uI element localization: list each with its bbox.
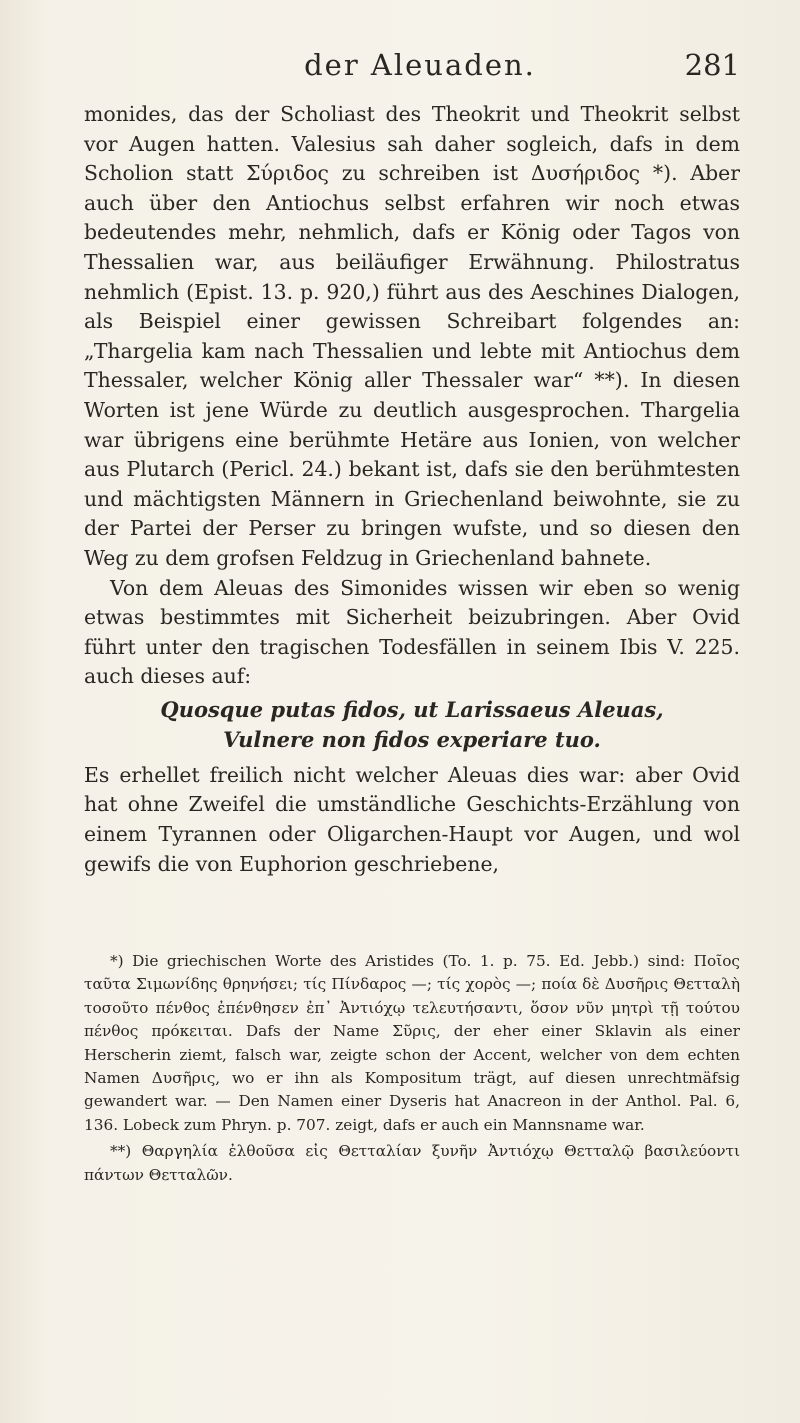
page-number: 281 bbox=[684, 48, 740, 82]
paragraph-2: Von dem Aleuas des Simonides wissen wir eben so wenig etwas bestimmtes mit Sicherheit beizubringen. Aber Ovid führt unter den tragischen Todesfällen in seinem Ibis V. 225. auch dieses auf: bbox=[84, 575, 740, 689]
verse-quotation bbox=[84, 695, 740, 755]
footnote-1: *) Die griechischen Worte des Aristides (To. 1. p. 75. Ed. Jebb.) sind: Ποῖος ταῦτα Σιμωνίδης θρηνήσει; τίς Πίνδαρος —; τίς χορὸς —; ποία δὲ Δυσῆρις Θετταλὴ τοσοῦτο πένθος ἐπένθησεν ἐπ᾽ Ἀντιόχῳ τελευτήσαντι, ὅσον νῦν μητρὶ τῇ τούτου πένθος πρόκειται. Dafs der Name Σῦρις, der eher einer Sklavin als einer Herscherin ziemt, falsch war, zeigte schon der Accent, welcher von dem echten Namen Δυσῆρις, wo er ihn als Kompositum trägt, auf diesen unrechtmäfsig gewandert war. — Den Namen einer Dyseris hat Anacreon in der Anthol. Pal. 6, 136. Lobeck zum Phryn. p. 707. zeigt, dafs er auch ein Mannsname war. bbox=[84, 952, 740, 1134]
paragraph-1: monides, das der Scholiast des Theokrit und Theokrit selbst vor Augen hatten. Valesius sah daher sogleich, dafs in dem Scholion statt Σύριδος zu schreiben ist Δυσήριδος *). Aber auch über den Antiochus selbst erfahren wir noch etwas bedeutendes mehr, nehmlich, dafs er König oder Tagos von Thessalien war, aus beiläufiger Erwähnung. Philostratus nehmlich (Epist. 13. p. 920,) führt aus des Aeschines Dialogen, als Beispiel einer gewissen Schreibart folgendes an: „Thargelia kam nach Thessalien und lebte mit Antiochus dem Thessaler, welcher König aller Thessaler war“ **). In diesen Worten ist jene Würde zu deutlich ausgesprochen. Thargelia war übrigens eine berühmte Hetäre aus Ionien, von welcher aus Plutarch (Pericl. 24.) bekant ist, dafs sie den berühmtesten und mächtigsten Männern in Griechenland beiwohnte, sie zu der Partei der Perser zu bringen wufste, und so diesen den Weg zu dem grofsen Feldzug in Griechenland bahnete. bbox=[84, 102, 740, 570]
verse-line-2: Vulnere non fidos experiare tuo. bbox=[223, 726, 601, 752]
footnote-2: **) Θαργηλία ἐλθοῦσα εἰς Θετταλίαν ξυνῆν Ἀντιόχῳ Θετταλῷ βασιλεύοντι πάντων Θετταλῶν. bbox=[84, 1142, 740, 1184]
paragraph-3: Es erhellet freilich nicht welcher Aleuas dies war: aber Ovid hat ohne Zweifel die umständliche Geschichts-Erzählung von einem Tyrannen oder Oligarchen-Haupt vor Augen, und wol gewifs die von Euphorion geschriebene, bbox=[84, 762, 740, 876]
running-title: der Aleuaden. bbox=[304, 48, 536, 82]
main-text bbox=[84, 100, 740, 879]
page-header bbox=[100, 48, 740, 98]
footnotes bbox=[84, 950, 740, 1190]
verse-line-1: Quosque putas fidos, ut Larissaeus Aleuas, bbox=[160, 696, 664, 722]
